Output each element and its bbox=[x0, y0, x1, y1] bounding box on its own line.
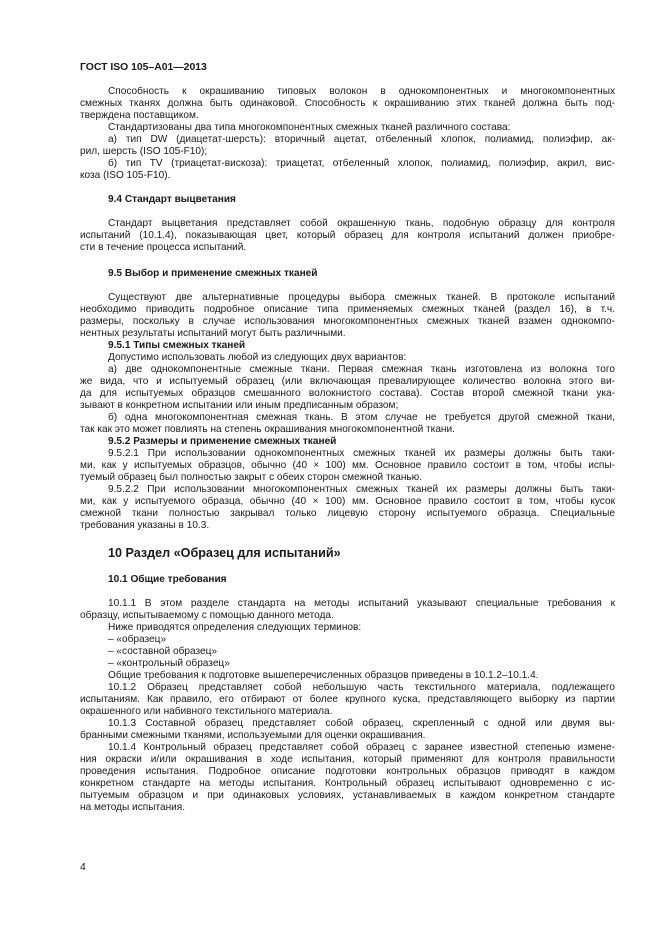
text-line: 9.5.2.2 При использовании многокомпонентных смежных тканей их размеры должны быть таки- bbox=[108, 484, 615, 495]
section-heading-10-1: 10.1 Общие требования bbox=[108, 574, 227, 585]
text-line: коза (ISO 105-F10). bbox=[80, 170, 171, 181]
text-line: Ниже приводятся определения следующих терминов: bbox=[108, 622, 362, 633]
text-line: так как это может повлиять на степень окрашивания многокомпонентной ткани. bbox=[80, 424, 455, 435]
text-line: пытуемым образцом и при одинаковых условиях, устанавливаемых в каждом конкретном стандарте bbox=[80, 790, 615, 801]
text-line: туемый образец был полностью закрыт с обеих сторон смежной тканью. bbox=[80, 472, 423, 483]
list-item: – «составной образец» bbox=[108, 646, 218, 657]
text-line: а) две однокомпонентные смежные ткани. Первая смежная ткань изготовлена из волокна того bbox=[108, 364, 615, 375]
section-heading-9-5: 9.5 Выбор и применение смежных тканей bbox=[108, 268, 318, 279]
text-line: проведения испытания. Подробное описание подготовки контрольных образцов приводят в каждом bbox=[80, 766, 615, 777]
section-heading-9-5-1: 9.5.1 Типы смежных тканей bbox=[108, 340, 246, 351]
section-heading-9-4: 9.4 Стандарт выцветания bbox=[108, 194, 236, 205]
text-line: тверждена поставщиком. bbox=[80, 110, 199, 121]
text-line: на методы испытания. bbox=[80, 802, 186, 813]
text-line: 10.1.1 В этом разделе стандарта на методы испытаний указывают специальные требования к bbox=[108, 598, 615, 609]
text-line: 9.5.2.1 При использовании однокомпонентных смежных тканей их размеры должны быть таки- bbox=[108, 448, 615, 459]
text-line: 10.1.2 Образец представляет собой небольшую часть текстильного материала, подлежащего bbox=[108, 682, 615, 693]
text-line: 10.1.3 Составной образец представляет собой образец, скрепленный с одной или двумя вы- bbox=[108, 718, 615, 729]
text-line: рил, шерсть (ISO 105-F10); bbox=[80, 146, 208, 157]
text-line: ми, как у испытуемого образца, обычно (40 × 100) мм. Основное правило состоит в том, чтобы кусок bbox=[80, 496, 615, 507]
text-line: б) тип TV (триацетат-вискоза): триацетат, отбеленный хлопок, полиамид, полиэфир, акрил, вис- bbox=[108, 158, 615, 169]
page-number: 4 bbox=[80, 862, 86, 873]
text-line: требования указаны в 10.3. bbox=[80, 520, 210, 531]
text-line: а) тип DW (диацетат-шерсть): вторичный ацетат, отбеленный хлопок, полиамид, полиэфир, ак- bbox=[108, 134, 615, 145]
text-line: Существуют две альтернативные процедуры выбора смежных тканей. В протоколе испытаний bbox=[108, 292, 615, 303]
text-line: Допустимо использовать любой из следующих двух вариантов: bbox=[108, 352, 407, 363]
text-line: смежных тканях должна быть одинаковой. Способность к окрашиванию этих тканей должна быть под- bbox=[80, 98, 615, 109]
text-line: нентных результаты испытаний могут быть различными. bbox=[80, 328, 346, 339]
text-line: Общие требования к подготовке вышеперечисленных образцов приведены в 10.1.2–10.1.4. bbox=[108, 670, 539, 681]
list-item: – «образец» bbox=[108, 634, 167, 645]
text-line: бранными смежными тканями, используемыми для оценки окрашивания. bbox=[80, 730, 426, 741]
text-line: необходимо приводить подробное описание типа применяемых смежных тканей (раздел 16), в т.ч. bbox=[80, 304, 615, 315]
text-line: образцу, испытываемому с помощью данного метода. bbox=[80, 610, 334, 621]
text-line: ния окраски и/или окрашивания в ходе испытания, который применяют для контроля правильности bbox=[80, 754, 615, 765]
document-header: ГОСТ ISO 105–A01—2013 bbox=[80, 62, 207, 73]
text-line: б) одна многокомпонентная смежная ткань. В этом случае не требуется другой смежной ткани, bbox=[108, 412, 615, 423]
text-line: Стандартизованы два типа многокомпонентных смежных тканей различного состава: bbox=[108, 122, 511, 133]
text-line: зывают в конкретном испытании или иным предписанным образом; bbox=[80, 400, 399, 411]
text-line: 10.1.4 Контрольный образец представляет собой образец с заранее известной степенью измене- bbox=[108, 742, 615, 753]
text-line: Стандарт выцветания представляет собой окрашенную ткань, подобную образцу для контроля bbox=[108, 218, 615, 229]
section-heading-10: 10 Раздел «Образец для испытаний» bbox=[108, 546, 341, 560]
text-line: размеры, поскольку в случае использования многокомпонентных смежных тканей взамен однокомпо- bbox=[80, 316, 615, 327]
text-line: же вида, что и испытуемый образец (или включающая превалирующее количество волокна этого ви- bbox=[80, 376, 615, 387]
list-item: – «контрольный образец» bbox=[108, 658, 230, 669]
text-line: испытаний (10.1.4), показывающая цвет, который образец для контроля испытаний должен приобре- bbox=[80, 230, 615, 241]
text-line: окрашенного или набивного текстильного материала. bbox=[80, 706, 333, 717]
text-line: смежной ткани полностью закрывал только лицевую сторону испытуемого образца. Специальные bbox=[80, 508, 615, 519]
text-line: Способность к окрашиванию типовых волокон в однокомпонентных и многокомпонентных bbox=[108, 86, 615, 97]
section-heading-9-5-2: 9.5.2 Размеры и применение смежных тканей bbox=[108, 436, 337, 447]
text-line: конкретном стандарте на методы испытания. Контрольный образец испытывают одновременно с ис- bbox=[80, 778, 615, 789]
text-line: ми, как у испытуемых образцов, обычно (40 × 100) мм. Основное правило состоит в том, чтобы испы- bbox=[80, 460, 615, 471]
text-line: сти в течение процесса испытаний. bbox=[80, 242, 247, 253]
text-line: испытаниям. Как правило, его отбирают от более крупного куска, представляющего выборку из партии bbox=[80, 694, 615, 705]
text-line: да для испытуемых образцов смешанного волокнистого состава). Состав второй смежной ткани ука- bbox=[80, 388, 615, 399]
